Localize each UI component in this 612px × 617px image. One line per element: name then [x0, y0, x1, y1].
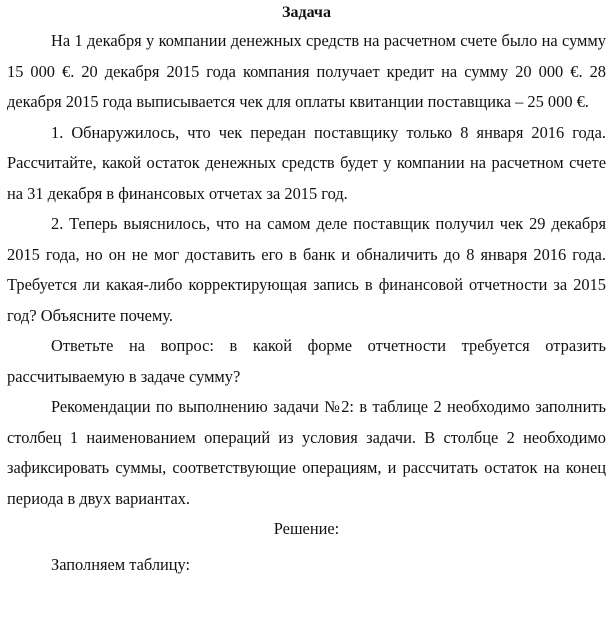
recommendations-paragraph: Рекомендации по выполнению задачи №2: в таблице 2 необходимо заполнить столбец 1 наименованием операций из условия задачи. В столбце 2 необходимо зафиксировать суммы, соответствующие операциям, и рассчитать остаток на конец периода в двух вариантах. — [7, 397, 606, 508]
fill-table-line: Заполняем таблицу: — [51, 554, 191, 574]
reporting-form-question-paragraph: Ответьте на вопрос: в какой форме отчетности требуется отразить рассчитываемую в задаче сумму? — [7, 336, 606, 386]
question-two-paragraph: 2. Теперь выяснилось, что на самом деле поставщик получил чек 29 декабря 2015 года, но он не мог доставить его в банк и обналичить до 8 января 2016 года. Требуется ли какая-либо корректирующая запись в финансовой отчетности за 2015 год? Объясните почему. — [7, 214, 606, 325]
problem-condition-paragraph: На 1 декабря у компании денежных средств на расчетном счете было на сумму 15 000 €. 20 декабря 2015 года компания получает кредит на сумму 20 000 €. 28 декабря 2015 года выписывается чек для оплаты квитанции поставщика – 25 000 €. — [7, 31, 606, 111]
document-title: Задача — [282, 4, 331, 21]
question-one-paragraph: 1. Обнаружилось, что чек передан поставщику только 8 января 2016 года. Рассчитайте, какой остаток денежных средств будет у компании на расчетном счете на 31 декабря в финансовых отчетах за 2015 год. — [7, 122, 606, 203]
solution-heading: Решение: — [273, 519, 340, 538]
